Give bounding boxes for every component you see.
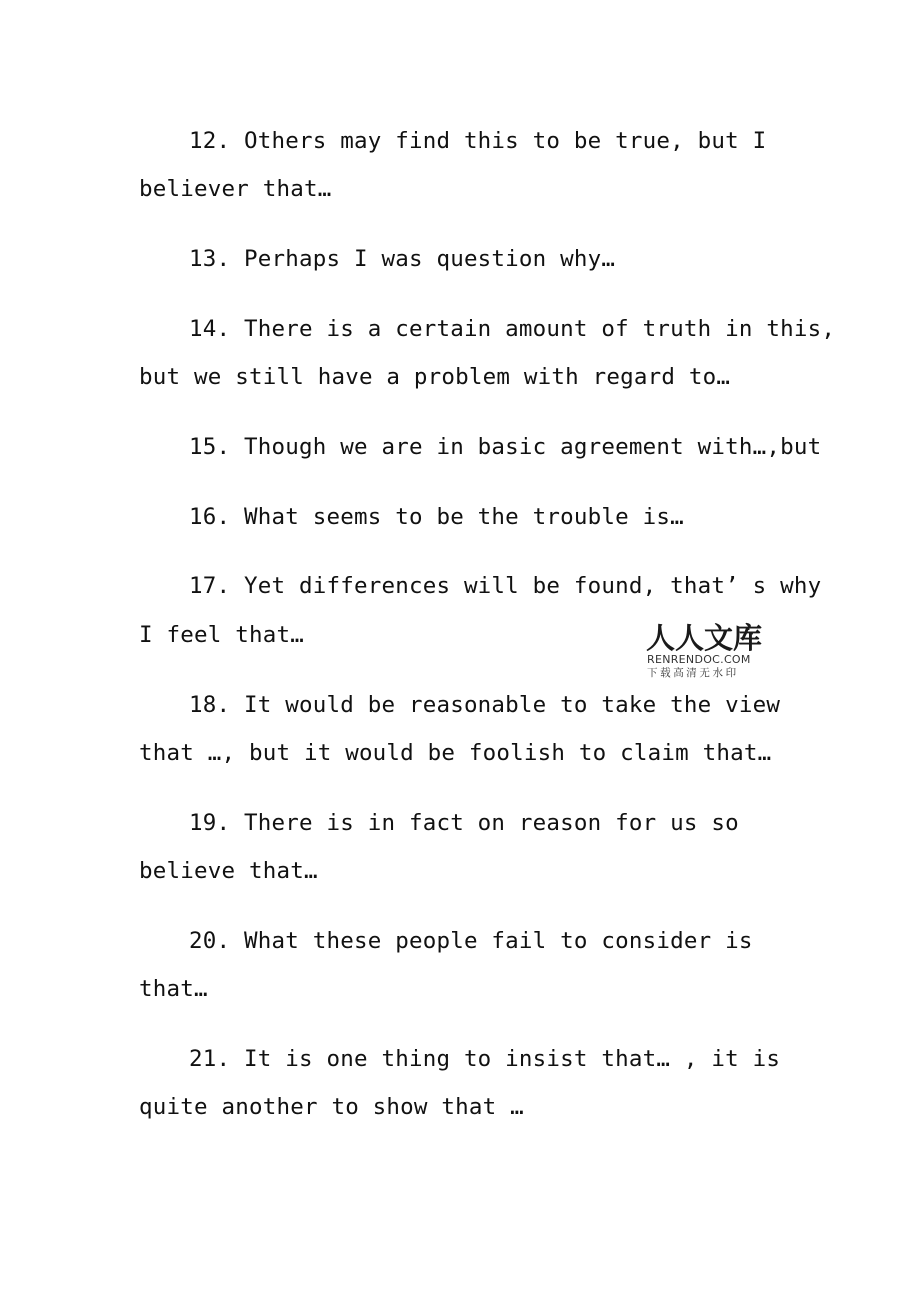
item-12-line-1: 12. Others may find this to be true, but I (189, 128, 767, 154)
item-14-line-2: but we still have a problem with regard to… (139, 364, 731, 390)
renrendoc-watermark (646, 622, 774, 682)
item-13-line-1: 13. Perhaps I was question why… (189, 246, 616, 272)
item-16-line-1: 16. What seems to be the trouble is… (189, 504, 684, 530)
item-17-line-1: 17. Yet differences will be found, that’ s why (189, 573, 822, 599)
item-17-line-2: I feel that… (139, 622, 304, 648)
watermark-subtitle: 下载高清无水印 (647, 667, 739, 679)
item-18-line-1: 18. It would be reasonable to take the view (189, 692, 781, 718)
item-21-line-1: 21. It is one thing to insist that… , it is (189, 1046, 781, 1072)
item-14-line-1: 14. There is a certain amount of truth in this, (189, 316, 836, 342)
item-18-line-2: that …, but it would be foolish to claim that… (139, 740, 772, 766)
watermark-title: 人人文库 (646, 621, 763, 655)
item-20-line-1: 20. What these people fail to consider is (189, 928, 753, 954)
item-15-line-1: 15. Though we are in basic agreement with…,but (189, 434, 822, 460)
item-19-line-1: 19. There is in fact on reason for us so (189, 810, 739, 836)
item-21-line-2: quite another to show that … (139, 1094, 524, 1120)
item-20-line-2: that… (139, 976, 208, 1002)
watermark-url: RENRENDOC.COM (647, 653, 751, 666)
item-19-line-2: believe that… (139, 858, 318, 884)
item-12-line-2: believer that… (139, 176, 332, 202)
